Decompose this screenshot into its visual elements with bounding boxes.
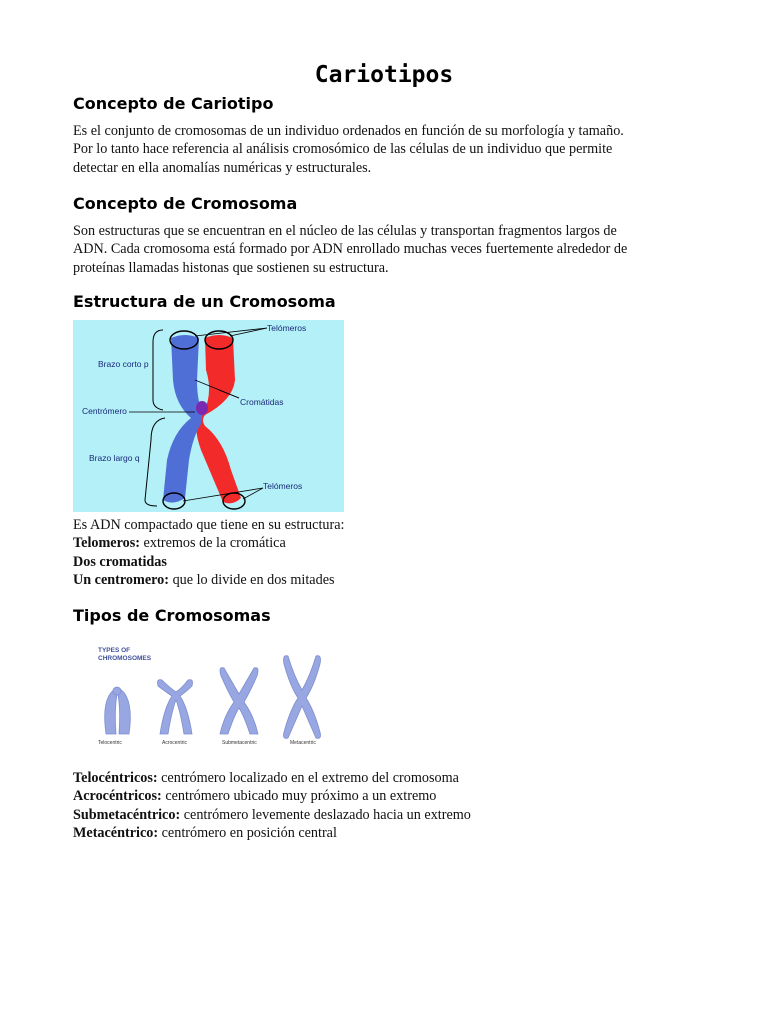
list-item	[73, 553, 713, 571]
label-telocentric: Telocentric	[98, 740, 122, 746]
label-cromatidas: Cromátidas	[240, 397, 284, 407]
paragraph-line: Por lo tanto hace referencia al análisis cromosómico de las células de un individuo que permite	[73, 141, 613, 158]
label-metacentric: Metacentric	[290, 740, 316, 746]
paragraph-line: Son estructuras que se encuentran en el núcleo de las células y transportan fragmentos largos de	[73, 223, 617, 239]
list-item	[73, 806, 713, 824]
types-title-line1: TYPES OF	[98, 647, 131, 654]
list-item	[73, 824, 713, 842]
tipos-list	[73, 769, 713, 842]
label-acrocentric: Acrocentric	[162, 740, 188, 746]
list-item	[73, 787, 713, 805]
label-submetacentric: Submetacentric	[222, 740, 257, 746]
types-title-line2: CHROMOSOMES	[98, 655, 152, 662]
estructura-intro: Es ADN compactado que tiene en su estructura:	[73, 517, 345, 533]
paragraph-line: detectar en ella anomalías numéricas y estructurales.	[73, 159, 372, 176]
label-brazo-largo: Brazo largo q	[89, 453, 140, 463]
paragraph-line: proteínas llamadas histonas que sostienen su estructura.	[73, 259, 389, 276]
item-desc: centrómero localizado en el extremo del cromosoma	[157, 770, 459, 786]
paragraph-line: Es el conjunto de cromosomas de un individuo ordenados en función de su morfología y tamaño.	[73, 123, 624, 139]
item-desc: extremos de la cromática	[140, 535, 286, 552]
heading-concepto-cromosoma: Concepto de Cromosoma	[73, 194, 298, 213]
item-term: Un centromero:	[73, 571, 170, 588]
chromosome-types-figure	[84, 636, 336, 752]
paragraph-line: ADN. Cada cromosoma está formado por ADN enrollado muchas veces fuertemente alrededor de	[73, 241, 628, 258]
item-desc: centrómero ubicado muy próximo a un extremo	[161, 788, 437, 805]
paragraph-concepto-cromosoma	[73, 222, 713, 277]
list-item	[73, 534, 713, 552]
list-item	[73, 769, 713, 787]
item-term: Telomeros:	[73, 535, 140, 552]
chromosome-structure-diagram	[73, 320, 344, 512]
item-term: Metacéntrico:	[73, 824, 159, 841]
estructura-list	[73, 516, 713, 589]
label-centromero: Centrómero	[82, 406, 127, 416]
centromere-dot	[196, 401, 208, 415]
item-term: Telocéntricos:	[73, 770, 158, 786]
label-telomeros-bottom: Telómeros	[263, 481, 303, 491]
item-term: Submetacéntrico:	[73, 806, 181, 823]
item-desc: centrómero levemente deslazado hacia un extremo	[180, 806, 471, 823]
item-term: Acrocéntricos:	[73, 788, 162, 805]
label-brazo-corto: Brazo corto p	[98, 359, 149, 369]
heading-tipos-cromosomas: Tipos de Cromosomas	[73, 606, 271, 625]
list-item	[73, 571, 713, 589]
item-desc: que lo divide en dos mitades	[169, 571, 335, 588]
page-title: Cariotipos	[314, 62, 454, 88]
paragraph-concepto-cariotipo	[73, 122, 713, 177]
label-telomeros-top: Telómeros	[267, 323, 307, 333]
item-desc: centrómero en posición central	[158, 824, 337, 841]
item-term: Dos cromatidas	[73, 553, 167, 570]
heading-concepto-cariotipo: Concepto de Cariotipo	[73, 94, 274, 113]
heading-estructura-cromosoma: Estructura de un Cromosoma	[73, 292, 336, 311]
